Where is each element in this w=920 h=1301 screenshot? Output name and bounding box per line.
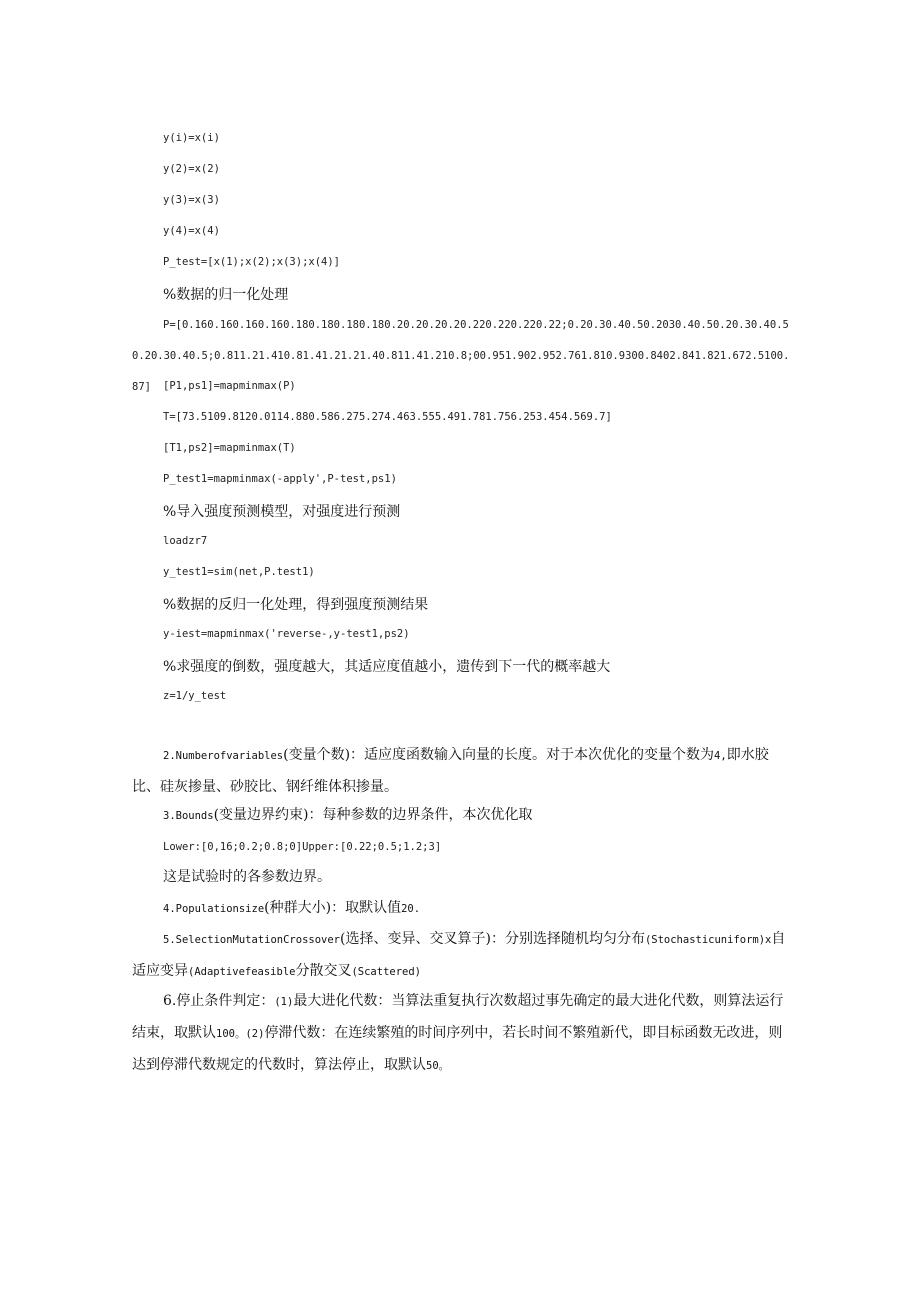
section-5-term2: (Adaptivefeasible xyxy=(188,966,296,978)
section-5-text2: 自适应变异 xyxy=(132,931,786,979)
code-line: y-iest=mapminmax('reverse-,y-test1,ps2) xyxy=(163,628,410,640)
code-line: y(i)=x(i) xyxy=(163,132,220,144)
section-2-paragraph xyxy=(132,740,792,803)
code-line: T=[73.5109.8120.0114.880.586.275.274.463.555.491.781.756.253.454.569.7] xyxy=(163,411,612,423)
comment-reverse: %数据的反归一化处理，得到强度预测结果 xyxy=(163,597,429,613)
section-5-num: 5.SelectionMutationCrossover xyxy=(163,934,341,946)
section-4-num: 4.Populationsize xyxy=(163,903,265,915)
code-line: P_test1=mapminmax(-apply',P-test,ps1) xyxy=(163,473,397,485)
section-6-m4: 50。 xyxy=(426,1060,450,1072)
bounds-line: Lower:[0,16;0.2;0.8;0]Upper:[0.22;0.5;1.2;3] xyxy=(163,841,442,853)
section-5-term1: (Stochasticuniform)x xyxy=(644,934,772,946)
code-line: y(3)=x(3) xyxy=(163,194,220,206)
section-6-p1: 6.停止条件判定： xyxy=(163,993,275,1009)
section-6-m1: (1) xyxy=(274,996,294,1008)
code-line: [P1,ps1]=mapminmax(P) xyxy=(163,380,296,392)
code-line: [T1,ps2]=mapminmax(T) xyxy=(163,442,296,454)
section-5-paragraph xyxy=(132,924,792,988)
code-line: y(4)=x(4) xyxy=(163,225,220,237)
section-4-text: (种群大小)：取默认值 xyxy=(264,900,402,916)
section-6-p3: 停滞代数：在连续繁殖的时间序列中，若长时间不繁殖新代，即目标函数无改进，则达到停滞代数规定的代数时，算法停止，取默认 xyxy=(132,1025,783,1073)
p-matrix-line: P=[0.160.160.160.160.180.180.180.180.20.20.20.20.220.220.220.22;0.20.30.40.50.2030.40.50.20.30.40.50.20.30.40.5;0.811.21.410.81.41.21.21.40.811.41.210.8;00.951.902.952.761.810.9300.8402.841.821.672.5100.87] xyxy=(132,319,790,393)
section-2-text: (变量个数)：适应度函数输入向量的长度。对于本次优化的变量个数为 xyxy=(283,747,715,763)
section-2-num: 2.Numberofvariables xyxy=(163,750,284,762)
section-6-m3: (2) xyxy=(245,1028,265,1040)
section-5-term3: (Scattered) xyxy=(351,966,422,978)
section-6-paragraph xyxy=(132,986,792,1082)
comment-normalize: %数据的归一化处理 xyxy=(163,287,289,303)
code-line: z=1/y_test xyxy=(163,690,227,702)
section-3-num: 3.Bounds xyxy=(163,810,214,822)
comment-inverse: %求强度的倒数，强度越大，其适应度值越小，遗传到下一代的概率越大 xyxy=(163,659,611,675)
section-2-text2: 即水胶比、硅灰掺量、砂胶比、钢纤维体积掺量。 xyxy=(132,747,769,795)
code-line: y(2)=x(2) xyxy=(163,163,220,175)
code-line: P_test=[x(1);x(2);x(3);x(4)] xyxy=(163,256,341,268)
code-line: loadzr7 xyxy=(163,535,208,547)
section-3-paragraph xyxy=(132,800,792,832)
section-4-value: 20. xyxy=(401,903,421,915)
section-4-paragraph xyxy=(132,893,792,925)
comment-import: %导入强度预测模型，对强度进行预测 xyxy=(163,504,401,520)
section-6-m2: 100。 xyxy=(216,1028,246,1040)
section-6-p2: 最大进化代数：当算法重复执行次数超过事先确定的最大进化代数，则算法运行结束，取默认 xyxy=(132,993,784,1041)
bounds-note: 这是试验时的各参数边界。 xyxy=(163,869,331,885)
section-5-text3: 分散交叉 xyxy=(295,963,352,979)
section-5-text: (选择、变异、交叉算子)：分别选择随机均匀分布 xyxy=(340,931,645,947)
section-3-text: (变量边界约束)：每种参数的边界条件，本次优化取 xyxy=(213,807,533,823)
code-line: y_test1=sim(net,P.test1) xyxy=(163,566,315,578)
section-2-value: 4, xyxy=(714,750,727,762)
